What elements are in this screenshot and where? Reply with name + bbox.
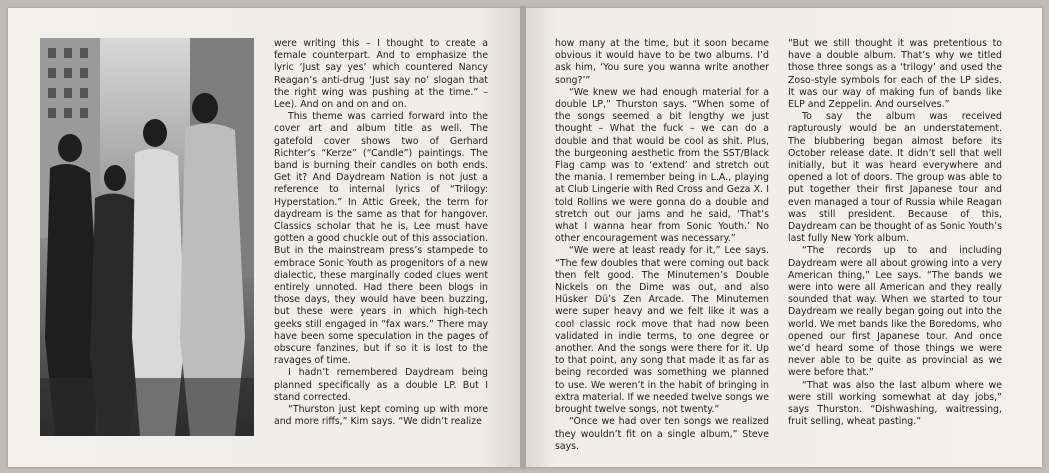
paragraph: “We were at least ready for it,” Lee says. “The few doubles that were coming out back then felt good. The Minutemen’s Double Nickels on the Dime was out, and also Hüsker Dü’s Zen Arcade. The Minutemen were super heavy and we felt like it was a cool classic rock move that had now been validated in indie terms, to one degree or another. And the songs were there for it. Up to that point, any song that made it as far as being recorded was something we planned to use. We weren’t in the habit of bringing in extra material. If we needed twelve songs we brought twelve songs, not twenty.” — [555, 245, 769, 416]
paragraph: This theme was carried forward into the cover art and album title as well. The gatefold cover shows two of Gerhard Richter’s “Kerze” (“Candle”) paintings. The band is burning their candles on both ends. Get it? And Daydream Nation is not just a reference to internal lyrics of “Trilogy: Hyperstation.” In Attic Greek, the term for daydream is the same as that for hangover. Classics scholar that he is, Lee must have gotten a good chuckle out of this association. But in the mainstream press’s stampede to embrace Sonic Youth as progenitors of a new dialectic, these marginally coded clues went entirely unnoted. Had there been blogs in those days, they would have been buzzing, but these were years in which high-tech geeks still engaged in “fax wars.” There may have been some speculation in the pages of obscure fanzines, but if so it is lost to the ravages of time. — [274, 111, 488, 367]
paragraph: “But we still thought it was pretentious to have a double album. That’s why we titled those three songs as a ‘trilogy’ and used the Zoso-style symbols for each of the LP sides. It was our way of making fun of bands like ELP and Zeppelin. And ourselves.” — [788, 38, 1002, 111]
paragraph: how many at the time, but it soon became obvious it would have to be two albums. I’d ask him, ‘You sure you wanna write another song?’” — [555, 38, 769, 86]
paragraph: To say the album was received rapturously would be an understatement. The blubbering began almost before its October release date. It didn’t sell that well initially, but it was heard everywhere and opened a lot of doors. The group was able to put together their first Japanese tour and even managed a tour of Russia while Reagan was still president. Because of this, Daydream can be thought of as Sonic Youth’s last fully New York album. — [788, 111, 1002, 245]
paragraph: “We knew we had enough material for a double LP,” Thurston says. “When some of the songs seemed a bit lengthy we just thought – What the fuck – we can do a double and that would be cool as shit. Plus, the burgeoning aesthetic from the SST/Black Flag camp was to ‘extend’ and stretch out the mania. I remember being in L.A., playing at Club Lingerie with Red Cross and Geza X. I told Rollins we were gonna do a double and stretch out our jams and he said, ‘That’s what I wanna hear from Sonic Youth.’ No other encouragement was necessary.” — [555, 86, 769, 245]
right-text-column-b — [788, 38, 1002, 429]
paragraph: “Once we had over ten songs we realized they wouldn’t fit on a single album,” Steve says. — [555, 416, 769, 452]
right-text-column-a — [555, 38, 769, 453]
book-gutter — [520, 6, 526, 469]
paragraph: “The records up to and including Daydream were all about growing into a very American thing,” Lee says. “The bands we were into were all American and they really sounded that way. When we started to tour Daydream we really began going out into the world. We met bands like the Boredoms, who opened our first Japanese tour. And once we’d heard some of those things we were never able to be quite as provincial as we were before that.” — [788, 245, 1002, 379]
paragraph: “Thurston just kept coming up with more and more riffs,” Kim says. “We didn’t realize — [274, 404, 488, 428]
paragraph: “That was also the last album where we were still working somewhat at day jobs,” says Thurston. “Dishwashing, waitressing, fruit selling, wheat pasting.” — [788, 379, 1002, 428]
band-photo-icon — [40, 38, 254, 436]
band-photo — [40, 38, 254, 436]
left-text-column — [274, 38, 488, 429]
paragraph: I hadn’t remembered Daydream being planned specifically as a double LP. But I stand corrected. — [274, 367, 488, 403]
paragraph: were writing this – I thought to create a female counterpart. And to emphasize the lyric ‘Just say yes’ which countered Nancy Reagan’s anti-drug ‘Just say no’ slogan that the right wing was pushing at the time.” – Lee). And on and on and on. — [274, 38, 488, 111]
